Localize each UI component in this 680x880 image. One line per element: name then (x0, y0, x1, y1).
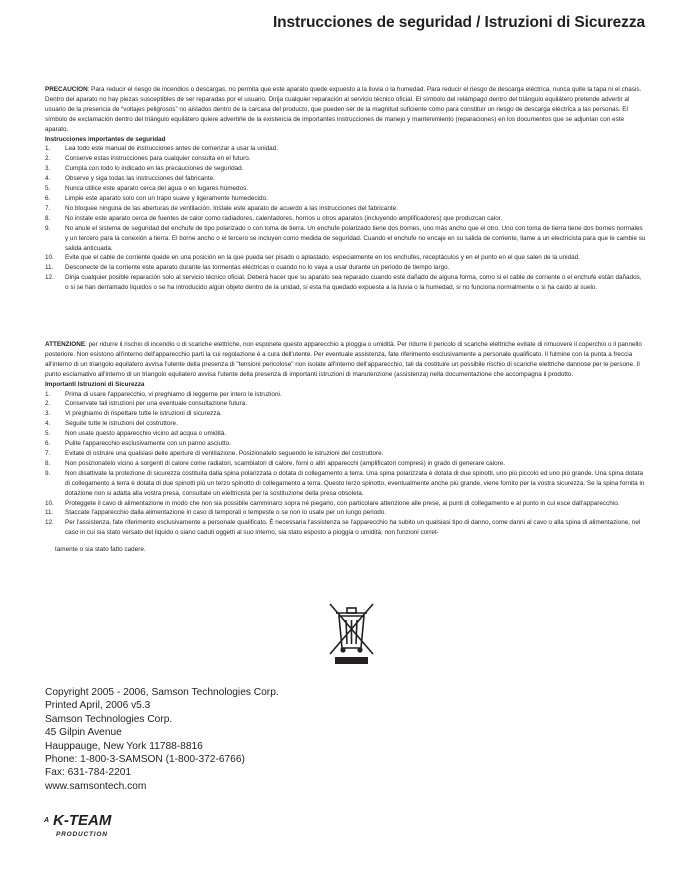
svg-text:A: A (44, 817, 50, 824)
it-list (45, 390, 646, 539)
spanish-safety-section (45, 85, 646, 293)
page-title: Instrucciones de seguridad / Istruzioni di Sicurezza (272, 14, 645, 31)
web-line: www.samsontech.com (45, 780, 147, 792)
company-line: Samson Technologies Corp. (45, 713, 173, 725)
italian-safety-section (45, 340, 646, 555)
svg-text:K-TEAM: K-TEAM (53, 812, 112, 829)
list-item: 1. Prima di usare l'apparecchio, vi preghiamo di leggerne per intero le istruzioni. (45, 390, 282, 398)
it-subhead: Importanti Istruzioni di Sicurezza (45, 380, 145, 388)
printed-line: Printed April, 2006 v5.3 (45, 700, 151, 712)
list-item: 7. No bloquee ninguna de las aberturas de ventilación. Instale este aparato de acuerdo a las instrucciones del fabricante. (45, 204, 398, 212)
it-intro-text: : per ridurre il rischio di incendio o di scariche elettriche, non esponete questo apparecchio a pioggia o umidità. Per ridurre il pericolo di scariche elettriche evitate di rimuovere il coperchio o il pannello posteriore. Non esistono all'interno dell'apparecchio parti la cui regolazione è a cura dell'utente. Per eventuale assistenza, fate riferimento esclusivamente a personale qualificato. Il fulmine con la punta a freccia all'interno di un triangolo equilatero avvisa l'utente della presenza di "tensioni pericolose" non isolate all'interno dell'apparecchio, tali da costituire un possibile rischio di scariche elettriche dannose per le persone. Il punto esclamativo all'interno di un triangolo equilatero avvisa l'utente della presenza di importanti istruzioni di manutenzione (assistenza) nella documentazione che accompagna il prodotto. (45, 341, 642, 378)
list-item: 7. Evitate di ostruire una qualsiasi delle aperture di ventilazione. Posizionatelo seguendo le istruzioni del costruttore. (45, 449, 384, 457)
list-item: 2. Conserve estas instrucciones para cualquier consulta en el futuro. (45, 155, 251, 163)
list-item: 12. Per l'assistenza, fate riferimento esclusivamente a personale qualificato. È necessaria l'assistenza se l'apparecchio ha subito un qualsiasi tipo di danno, come danni al cavo o alla spina di alimentazione, nel caso in cui sia stato versato del liquido o siano caduti oggetti al suo interno, sia stato esposto a pioggia o umidità, non funzioni corret- (45, 519, 641, 537)
es-intro-text: : Para reducir el riesgo de incendios o descargas, no permita que este aparato quede expuesto a la lluvia o la humedad. Para reducir el riesgo de descarga eléctrica, nunca quite la tapa ni el chasis. Dentro del aparato no hay piezas susceptibles de ser reparadas por el usuario. Dirija cualquier reparación al servicio técnico oficial. El símbolo del relámpago dentro del triángulo equilátero pretende advertir al usuario de la presencia de “voltajes peligrosos” no aislados dentro de la carcasa del producto, que pueden ser de la magnitud suficiente como para constituir un riesgo de descarga eléctrica a las personas. El símbolo de exclamación dentro del triángulo equilátero quiere advertirle de la existencia de importantes instrucciones de manejo y mantenimiento (reparaciones) en los documentos que se adjuntan con este aparato. (45, 86, 642, 133)
list-item: 4. Observe y siga todas las instrucciones del fabricante. (45, 175, 215, 183)
es-subhead: Instrucciones importantes de seguridad (45, 135, 166, 143)
list-item: 12. Dirija cualquier posible reparación solo al servicio técnico oficial. Deberá hacer que su aparato sea reparado cuando esté dañado de alguna forma, como si el cable de corriente o el enchufe están dañados, o si se han derramado líquidos o se ha introducido algún objeto dentro de la unidad, si esta ha quedado expuesta a la lluvia o la humedad, si no funciona normalmente o si ha caído al suelo. (45, 274, 642, 292)
weee-crossed-bin-icon (324, 598, 379, 668)
street-line: 45 Gilpin Avenue (45, 727, 122, 739)
list-item: 3. Vi preghiamo di rispettare tutte le istruzioni di sicurezza. (45, 410, 222, 418)
list-item: 9. No anule el sistema de seguridad del enchufe de tipo polarizado o con toma de tierra. Un enchufe polarizado tiene dos bornes, uno más ancho que el otro. Uno con toma de tierra tiene dos bornes normales y un tercero para la conexión a tierra. El borne ancho o el tercero se incluyen como medida de seguridad. Cuando el enchufe no encaje en su salida de corriente, llame a un electricista para que le cambie su salida anticuada. (45, 224, 646, 252)
es-list (45, 144, 646, 293)
it-trailer: tamente o sia stato fatto cadere. (55, 546, 146, 554)
es-intro (45, 85, 646, 135)
fax-line: Fax: 631-784-2201 (45, 767, 132, 779)
es-lead: PRECAUCION (45, 86, 88, 93)
list-item: 8. Non posizionatelo vicino a sorgenti di calore come radiatori, scambiatori di calore, forni o altri apparecchi (amplificatori compresi) in grado di generare calore. (45, 459, 506, 467)
list-item: 6. Limpie este aparato solo con un trapo suave y ligeramente humedecido. (45, 194, 268, 202)
list-item: 10. Proteggete il cavo di alimentazione in modo che non sia possibile camminarci sopra né piegarlo, con particolare attenzione alle prese, ai punti di collegamento e al punto in cui esce dall'apparecchio. (45, 499, 620, 507)
list-item: 2. Conservate tali istruzioni per una eventuale consultazione futura. (45, 400, 247, 408)
it-intro (45, 340, 646, 380)
list-item: 4. Seguite tutte le istruzioni del costruttore. (45, 420, 178, 428)
city-line: Hauppauge, New York 11788-8816 (45, 740, 203, 752)
phone-line: Phone: 1-800-3-SAMSON (1-800-372-6766) (45, 754, 245, 766)
copyright-line: Copyright 2005 - 2006, Samson Technologies Corp. (45, 687, 279, 698)
it-lead: ATTENZIONE (45, 341, 86, 348)
list-item: 11. Desconecte de la corriente este aparato durante las tormentas eléctricas o cuando no lo vaya a usar durante un periodo de tiempo largo. (45, 264, 450, 272)
list-item: 6. Pulite l'apparecchio esclusivamente con un panno asciutto. (45, 440, 231, 448)
list-item: 3. Cumpla con todo lo indicado en las precauciones de seguridad. (45, 165, 244, 173)
svg-text:PRODUCTION: PRODUCTION (56, 831, 108, 838)
list-item: 5. Nunca utilice este aparato cerca del agua o en lugares húmedos. (45, 185, 249, 193)
list-item: 11. Staccate l'apparecchio dalla alimentazione in caso di temporali o tempeste o se non lo usate per un lungo periodo. (45, 509, 387, 517)
list-item: 8. No instale este aparato cerca de fuentes de calor como radiadores, calentadores, hornos u otros aparatos (incluyendo amplificadores) que produzcan calor. (45, 214, 503, 222)
list-item: 5. Non usate questo apparecchio vicino ad acqua o umidità. (45, 430, 227, 438)
k-team-logo (44, 811, 124, 841)
contact-block (45, 686, 279, 793)
list-item: 1. Lea todo este manual de instrucciones antes de comenzar a usar la unidad. (45, 145, 279, 153)
list-item: 10. Evite que el cable de corriente quede en una posición en la que pueda ser pisado o aplastado, especialmente en los enchufes, receptáculos y en el punto en el que salen de la unidad. (45, 254, 580, 262)
list-item: 9. Non disattivate la protezione di sicurezza costituita dalla spina polarizzata o dotata di collegamento a terra. Una spina polarizzata è dotata di due spinotti, uno più piccolo ed uno più grande. Una spina dotata di collegamento a terra è dotata di due spinotti più un terzo spinotto di collegamento a terra. Questo terzo spinotto, eventualmente anche più grande, viene fornito per la vostra sicurezza. Se la spina fornita in dotazione non si adatta alla vostra presa, consultate un elettricista per la sostituzione della presa obsoleta. (45, 469, 645, 497)
